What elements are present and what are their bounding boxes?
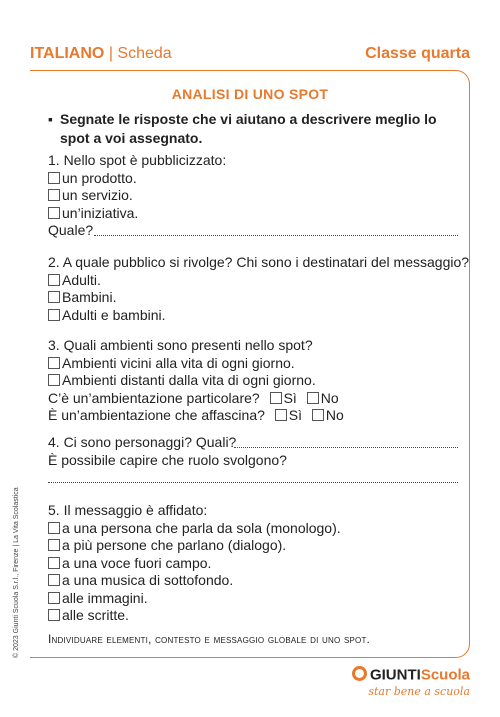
checkbox[interactable]: [48, 357, 60, 369]
answer-line-row: [48, 222, 458, 240]
no-label: No: [320, 389, 339, 406]
checkbox[interactable]: [48, 374, 60, 386]
question-prompt: 3. Quali ambienti sono presenti nello spot?: [48, 337, 313, 353]
question-prompt: 5. Il messaggio è affidato:: [48, 502, 208, 518]
option-label: Bambini.: [62, 289, 117, 305]
checkbox[interactable]: [48, 574, 60, 586]
option-row: [48, 289, 458, 307]
checkbox[interactable]: [48, 291, 60, 303]
option-row: [48, 555, 458, 573]
yes-no-row: [48, 407, 458, 425]
checkbox[interactable]: [48, 522, 60, 534]
instruction: [48, 110, 458, 148]
checkbox[interactable]: [48, 592, 60, 604]
followup-label: Quale?: [48, 222, 94, 238]
option-label: Adulti.: [62, 271, 101, 288]
answer-line[interactable]: [48, 482, 458, 483]
checkbox[interactable]: [48, 539, 60, 551]
option-label: a una musica di sottofondo.: [62, 572, 234, 588]
option-label: a più persone che parlano (dialogo).: [62, 537, 287, 553]
bullet-icon: ▪: [48, 111, 53, 127]
yes-label: Sì: [288, 407, 303, 423]
option-row: [48, 590, 458, 608]
checkbox[interactable]: [48, 557, 60, 569]
checkbox-no[interactable]: [307, 392, 319, 404]
question-prompt-row: [48, 434, 458, 452]
yes-no-row: [48, 390, 458, 408]
option-label: Adulti e bambini.: [62, 306, 166, 323]
option-row: [48, 187, 458, 205]
instruction-text: Segnate le risposte che vi aiutano a descrivere meglio lo spot a voi assegnato.: [60, 111, 437, 146]
worksheet-title: ANALISI DI UNO SPOT: [171, 86, 329, 102]
question-prompt: 1. Nello spot è pubblicizzato:: [48, 152, 227, 168]
option-row: [48, 607, 458, 625]
checkbox[interactable]: [48, 207, 60, 219]
subject-name: ITALIANO: [30, 45, 105, 62]
option-label: un prodotto.: [62, 169, 137, 186]
question-4: [48, 434, 458, 487]
brand-accent: Scuola: [420, 666, 470, 684]
brand-main: GIUNTI: [369, 666, 421, 684]
copyright-notice: © 2023 Giunti Scuola S.r.l., Firenze | La Vita Scolastica: [13, 487, 20, 658]
option-label: alle scritte.: [62, 607, 129, 623]
checkbox[interactable]: [48, 172, 60, 184]
question-2: [48, 254, 470, 324]
option-row: [48, 572, 458, 590]
checkbox-yes[interactable]: [275, 409, 287, 421]
yes-label: Sì: [283, 389, 297, 406]
option-label: a una voce fuori campo.: [62, 554, 212, 571]
question-5: [48, 502, 458, 625]
option-label: un servizio.: [62, 187, 133, 203]
grade-label: Classe quarta: [365, 45, 470, 62]
brand-tagline: star bene a scuola: [368, 685, 470, 698]
option-label: un’iniziativa.: [62, 204, 139, 221]
option-label: alle immagini.: [62, 589, 148, 606]
question-prompt: 2. A quale pubblico si rivolge? Chi sono i destinatari del messaggio?: [48, 254, 470, 270]
checkbox-no[interactable]: [312, 409, 324, 421]
option-row: [48, 307, 458, 325]
question-1: [48, 152, 458, 240]
question-prompt: 4. Ci sono personaggi? Quali?: [48, 434, 237, 450]
sheet-label: Scheda: [117, 45, 172, 62]
option-row: [48, 205, 458, 223]
option-row: [48, 272, 458, 290]
answer-line-row: [48, 469, 458, 487]
fascinating-setting-question: È un’ambientazione che affascina?: [48, 407, 265, 423]
checkbox-yes[interactable]: [270, 392, 282, 404]
option-label: Ambienti distanti dalla vita di ogni giorno.: [62, 372, 316, 388]
option-row: [48, 537, 458, 555]
subject-label: [30, 45, 172, 63]
followup-label: È possibile capire che ruolo svolgono?: [48, 451, 287, 468]
option-row: [48, 355, 458, 373]
header-separator: |: [108, 45, 113, 62]
answer-line[interactable]: [234, 447, 458, 448]
option-label: Ambienti vicini alla vita di ogni giorno.: [62, 354, 295, 371]
checkbox[interactable]: [48, 309, 60, 321]
checkbox[interactable]: [48, 274, 60, 286]
checkbox[interactable]: [48, 609, 60, 621]
page-header: [30, 45, 470, 69]
checkbox[interactable]: [48, 189, 60, 201]
no-label: No: [325, 407, 344, 423]
particular-setting-question: C’è un’ambientazione particolare?: [48, 389, 260, 406]
question-3: [48, 337, 458, 425]
option-row: [48, 372, 458, 390]
option-row: [48, 170, 458, 188]
option-row: [48, 520, 458, 538]
brand-name: [370, 666, 470, 683]
option-label: a una persona che parla da sola (monologo).: [62, 519, 341, 536]
giunti-logo-icon: [352, 666, 367, 681]
answer-line[interactable]: [94, 235, 458, 236]
publisher-logo: [352, 666, 470, 698]
learning-objective: Individuare elementi, contesto e messaggio globale di uno spot.: [48, 632, 371, 646]
